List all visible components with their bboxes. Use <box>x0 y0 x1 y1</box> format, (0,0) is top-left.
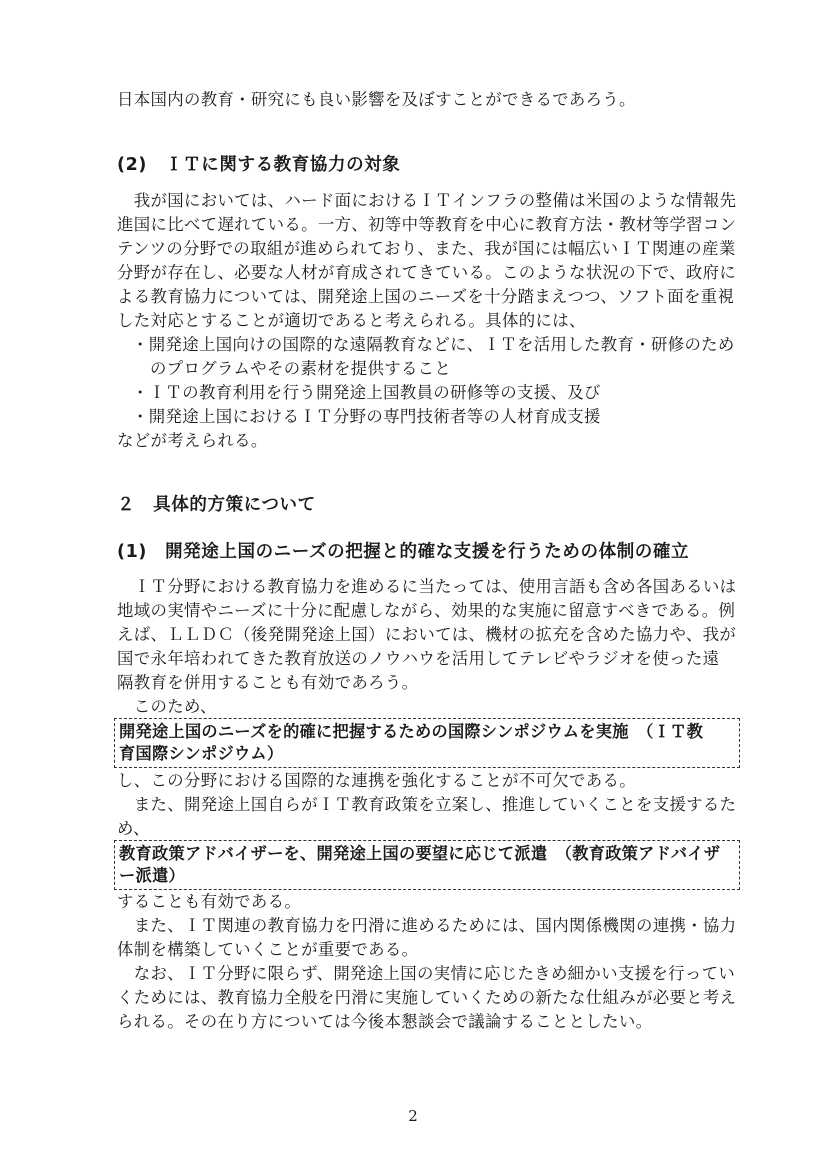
paragraph-line: などが考えられる。 <box>117 431 268 450</box>
paragraph-line: 分野が存在し、必要な人材が育成されてきている。このような状況の下で、政府に <box>117 263 737 282</box>
paragraph-line: 地域の実情やニーズに十分に配慮しながら、効果的な実施に留意すべきである。例 <box>117 601 736 620</box>
paragraph-line: 進国に比べて遅れている。一方、初等中等教育を中心に教育方法・教材等学習コン <box>117 215 737 234</box>
highlight-box-line: 開発途上国のニーズを的確に把握するための国際シンポジウムを実施 （ＩＴ教 <box>119 722 704 741</box>
paragraph-line: このため、 <box>117 697 217 716</box>
paragraph-line: した対応とすることが適切であると考えられる。具体的には、 <box>117 311 586 330</box>
paragraph-line: なお、ＩＴ分野に限らず、開発途上国の実情に応じたきめ細かい支援を行ってい <box>117 964 736 983</box>
section-main-heading: ２ 具体的方策について <box>117 495 316 515</box>
paragraph-line: えば、ＬＬＤＣ（後発開発途上国）においては、機材の拡充を含めた協力や、我が <box>117 625 737 644</box>
paragraph-line: し、この分野における国際的な連携を強化することが不可欠である。 <box>117 771 636 790</box>
paragraph-line: 体制を構築していくことが重要である。 <box>117 940 419 959</box>
highlight-box-line: 教育政策アドバイザーを、開発途上国の要望に応じて派遣 （教育政策アドバイザ <box>119 844 721 863</box>
page-number: 2 <box>408 1107 418 1125</box>
paragraph-line: また、開発途上国自らがＩＴ教育政策を立案し、推進していくことを支援するた <box>117 795 737 814</box>
paragraph-line: テンツの分野での取組が進められており、また、我が国には幅広いＩＴ関連の産業 <box>117 239 736 258</box>
paragraph-line: また、ＩＴ関連の教育協力を円滑に進めるためには、国内関係機関の連携・協力 <box>117 916 737 935</box>
paragraph-line: られる。その在り方については今後本懇談会で議論することとしたい。 <box>117 1012 653 1031</box>
paragraph-line: くためには、教育協力全般を円滑に実施していくための新たな仕組みが必要と考え <box>117 988 737 1007</box>
bullet-continuation: のプログラムやその素材を提供すること <box>150 359 452 378</box>
bullet-item: ・ＩＴの教育利用を行う開発途上国教員の研修等の支援、及び <box>132 383 601 402</box>
bullet-item: ・開発途上国におけるＩＴ分野の専門技術者等の人材育成支援 <box>132 407 601 426</box>
paragraph-line: 我が国においては、ハード面におけるＩＴインフラの整備は米国のような情報先 <box>117 191 737 210</box>
subsection-1-heading: (1) 開発途上国のニーズの把握と的確な支援を行うための体制の確立 <box>117 542 690 562</box>
paragraph-line: することも有効である。 <box>117 892 302 911</box>
paragraph-line: 国で永年培われてきた教育放送のノウハウを活用してテレビやラジオを使った遠 <box>117 649 720 668</box>
highlight-box-advisor <box>114 840 740 890</box>
paragraph-line: め、 <box>117 819 150 838</box>
intro-line: 日本国内の教育・研究にも良い影響を及ぼすことができるであろう。 <box>117 90 636 109</box>
highlight-box-line: 育国際シンポジウム） <box>119 744 284 763</box>
section-2-heading: (2) ＩＴに関する教育協力の対象 <box>117 155 401 175</box>
highlight-box-line: ー派遣） <box>119 866 185 885</box>
paragraph-line: よる教育協力については、開発途上国のニーズを十分踏まえつつ、ソフト面を重視 <box>117 287 735 306</box>
paragraph-line: 隔教育を併用することも有効であろう。 <box>117 673 419 692</box>
highlight-box-symposium <box>114 718 740 768</box>
paragraph-line: ＩＴ分野における教育協力を進めるに当たっては、使用言語も含め各国あるいは <box>117 577 737 596</box>
bullet-item: ・開発途上国向けの国際的な遠隔教育などに、ＩＴを活用した教育・研修のため <box>132 335 735 354</box>
